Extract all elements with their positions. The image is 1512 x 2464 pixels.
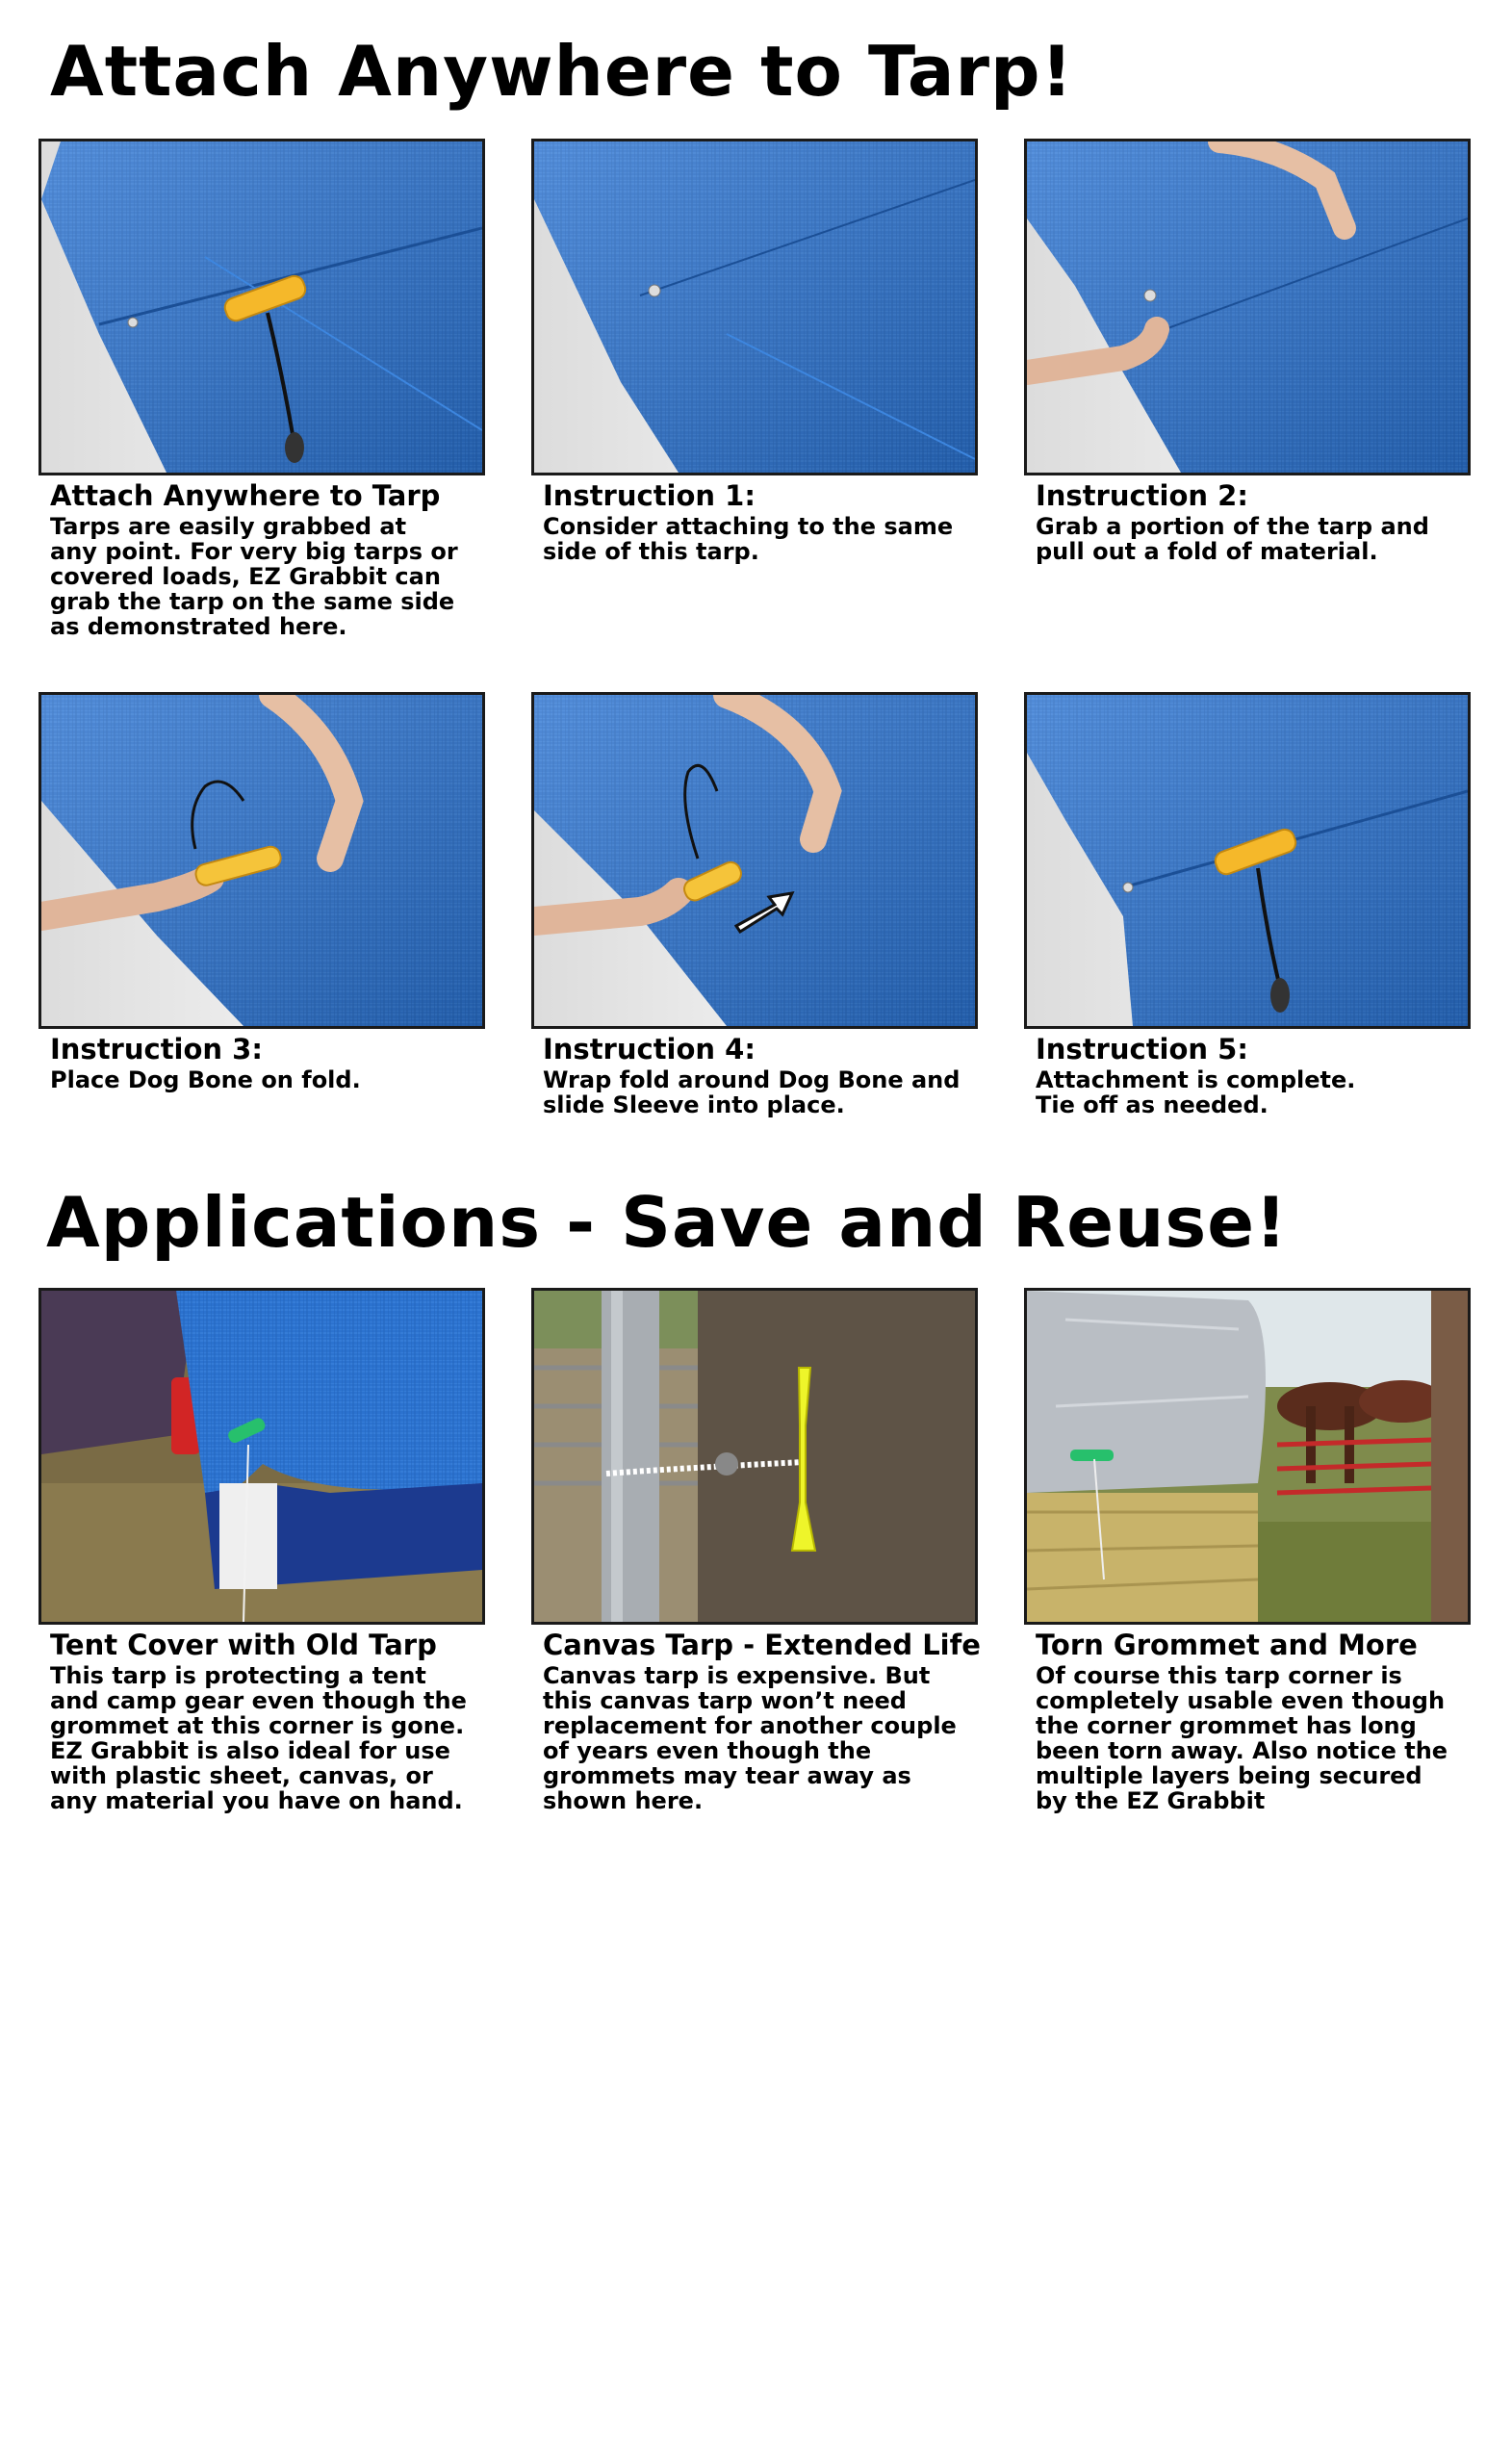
- panel-description: Wrap fold around Dog Bone and slide Sleeve into place.: [543, 1066, 961, 1118]
- panel-description: Tarps are easily grabbed at any point. For very big tarps or covered loads, EZ Grabbit can grab the tarp on the same side as demonstrated here.: [50, 513, 458, 640]
- panel-instruction-3: [38, 692, 482, 1092]
- photo-instruction-4: [531, 692, 978, 1029]
- panel-description: Consider attaching to the same side of this tarp.: [543, 513, 954, 565]
- panel-canvas-tarp: [531, 1288, 981, 1814]
- panel-title: Instruction 2:: [1036, 479, 1248, 512]
- photo-instruction-2: [1024, 139, 1471, 475]
- panel-title: Instruction 3:: [50, 1033, 263, 1065]
- panel-title: Attach Anywhere to Tarp: [50, 479, 441, 512]
- panel-description: Canvas tarp is expensive. But this canvas tarp won’t need replacement for another couple of years even though the grommets may tear away as shown here.: [543, 1662, 957, 1814]
- photo-attach-anywhere: [38, 139, 485, 475]
- panel-instruction-2: [1024, 139, 1468, 564]
- photo-torn-grommet: [1024, 1288, 1471, 1625]
- panel-attach-anywhere: [38, 139, 482, 639]
- panel-description: Grab a portion of the tarp and pull out a fold of material.: [1036, 513, 1429, 565]
- panel-description: This tarp is protecting a tent and camp gear even though the grommet at this corner is gone. EZ Grabbit is also ideal for use with plastic sheet, canvas, or any material you have on hand.: [50, 1662, 467, 1814]
- photo-instruction-1: [531, 139, 978, 475]
- panel-instruction-5: [1024, 692, 1468, 1117]
- panel-description: Of course this tarp corner is completely usable even though the corner grommet has long been torn away. Also notice the multiple layers being secured by the EZ Grabbit: [1036, 1662, 1448, 1814]
- panel-description: Attachment is complete. Tie off as needed.: [1036, 1066, 1356, 1118]
- panel-title: Instruction 1:: [543, 479, 756, 512]
- panel-title: Instruction 4:: [543, 1033, 756, 1065]
- photo-canvas-tarp: [531, 1288, 978, 1625]
- panel-torn-grommet: [1024, 1288, 1468, 1813]
- panel-title: Torn Grommet and More: [1036, 1629, 1418, 1661]
- section-heading-applications: Applications - Save and Reuse!: [46, 1182, 1288, 1263]
- section-heading-attach: Attach Anywhere to Tarp!: [50, 31, 1074, 112]
- panel-instruction-1: [531, 139, 975, 564]
- photo-instruction-3: [38, 692, 485, 1029]
- panel-tent-cover: [38, 1288, 482, 1813]
- panel-title: Instruction 5:: [1036, 1033, 1248, 1065]
- panel-title: Tent Cover with Old Tarp: [50, 1629, 437, 1661]
- photo-instruction-5: [1024, 692, 1471, 1029]
- panel-instruction-4: [531, 692, 975, 1117]
- photo-tent-cover: [38, 1288, 485, 1625]
- panel-description: Place Dog Bone on fold.: [50, 1066, 361, 1093]
- panel-title: Canvas Tarp - Extended Life: [543, 1629, 981, 1661]
